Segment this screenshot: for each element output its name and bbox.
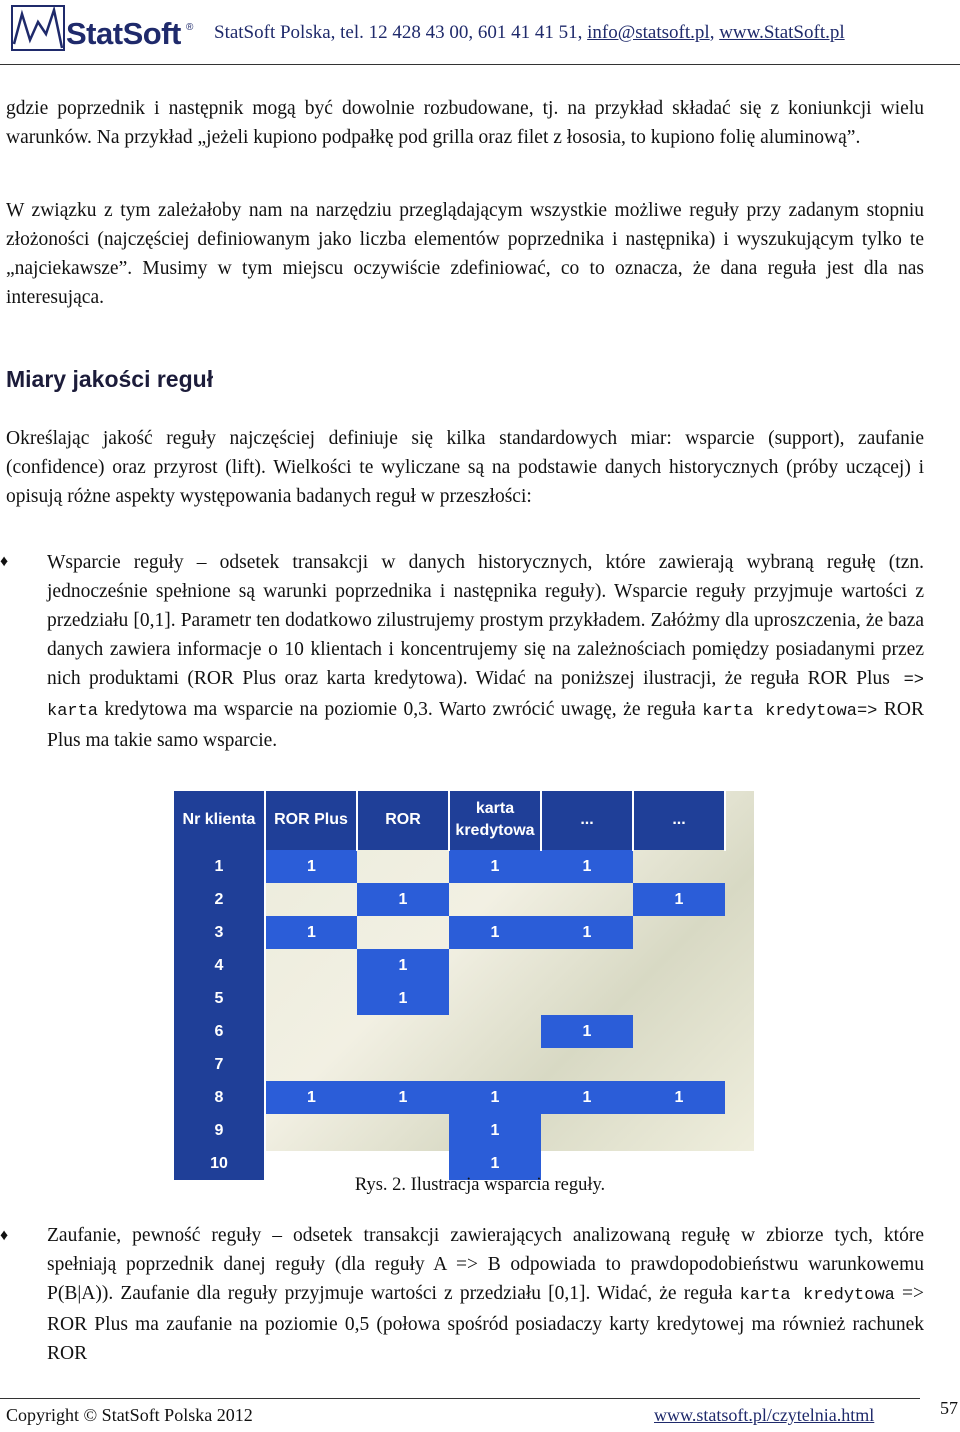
paragraph-2: W związku z tym zależałoby nam na narzędziu przeglądającym wszystkie możliwe reguły przy zadanym stopniu złożoności (najczęściej definiowanym jako liczba elementów poprzednika i następnika) i wyszukującym tylko te „najciekawsze”. Musimy w tym miejscu oczywiście zdefiniować, co to oznacza, że dana reguła jest dla nas interesująca.	[6, 200, 924, 308]
column-header: Nr klienta	[174, 791, 265, 850]
paragraph-3: Określając jakość reguły najczęściej definiuje się kilka standardowych miar: wsparcie (support), zaufanie (confidence) oraz przyrost (lift). Wielkości te wyliczane są na podstawie danych historycznych (próby uczącej) i opisują różne aspekty występowania badanych reguł w przeszłości:	[6, 428, 924, 507]
value-cell	[357, 1114, 449, 1147]
column-header: ROR Plus	[265, 791, 357, 850]
value-cell: 1	[357, 982, 449, 1015]
header-contact	[214, 22, 845, 44]
value-cell: 1	[541, 1081, 633, 1114]
value-cell: 1	[265, 850, 357, 883]
value-cell	[633, 1015, 725, 1048]
bullet-confidence-text-1: Zaufanie, pewność reguły – odsetek transakcji zawierających analizowaną regułę w zbiorze tych, które spełniają poprzednik danej reguły (dla reguły A => B odpowiada to prawdopodobieństwu warunkowemu P(B|A)). Zaufanie dla reguły przyjmuje wartości z przedziału [0,1]. Widać, że reguła	[47, 1225, 924, 1304]
value-cell	[449, 1015, 541, 1048]
header-contact-text: StatSoft Polska, tel. 12 428 43 00, 601 41 41 51,	[214, 22, 583, 43]
table-row	[174, 1015, 725, 1048]
value-cell: 1	[449, 1147, 541, 1180]
value-cell	[357, 850, 449, 883]
table-row	[174, 883, 725, 916]
column-header: ...	[633, 791, 725, 850]
value-cell	[541, 982, 633, 1015]
value-cell	[541, 1114, 633, 1147]
bullet-support-rule: => karta	[47, 671, 924, 721]
value-cell: 1	[449, 916, 541, 949]
bullet-support-text-1: Wsparcie reguły – odsetek transakcji w danych historycznych, które zawierają wybraną regułę (tzn. jednocześnie spełnione są warunki poprzednika i następnika reguły). Wsparcie reguły przyjmuje wartości z przedziału [0,1]. Parametr ten dodatkowo zilustrujemy prostym przykładem. Załóżmy dla uproszczenia, że baza danych zawiera informacje o 10 klientach i koncentrujemy się na zależnościach pomiędzy posiadanymi przez nich produktami (ROR Plus oraz karta kredytowa). Widać na poniższej ilustracji, że reguła ROR Plus	[47, 552, 924, 689]
table-row	[174, 1114, 725, 1147]
row-number-cell: 9	[174, 1114, 265, 1147]
page-number: 57	[940, 1398, 958, 1418]
row-number-cell: 7	[174, 1048, 265, 1081]
value-cell: 1	[265, 1081, 357, 1114]
bullet-support-rule-2: karta kredytowa=>	[702, 702, 878, 721]
row-number-cell: 8	[174, 1081, 265, 1114]
table-row	[174, 982, 725, 1015]
logo-text: StatSoft	[66, 16, 181, 51]
header-email-link[interactable]: info@statsoft.pl	[587, 22, 710, 43]
footer-link[interactable]: www.statsoft.pl/czytelnia.html	[654, 1405, 875, 1425]
row-number-cell: 3	[174, 916, 265, 949]
header-divider	[0, 64, 960, 65]
value-cell	[357, 1048, 449, 1081]
table-row	[174, 1048, 725, 1081]
page-header	[0, 0, 960, 64]
support-table-header	[174, 791, 725, 850]
value-cell: 1	[449, 850, 541, 883]
bullet-support-text-2: kredytowa ma wsparcie na poziomie 0,3. Warto zwrócić uwagę, że reguła	[98, 699, 703, 720]
value-cell: 1	[541, 850, 633, 883]
value-cell: 1	[357, 883, 449, 916]
logo-registered-mark: ®	[186, 22, 194, 33]
bullet-diamond-icon: ♦	[0, 553, 9, 570]
value-cell: 1	[633, 883, 725, 916]
value-cell	[541, 949, 633, 982]
header-separator: ,	[709, 22, 715, 43]
value-cell	[265, 1048, 357, 1081]
bullet-confidence-rule: karta kredytowa	[739, 1286, 895, 1305]
bullet-support-text-3: ROR Plus ma takie samo wsparcie.	[47, 699, 924, 751]
value-cell: 1	[541, 1015, 633, 1048]
value-cell: 1	[633, 1081, 725, 1114]
support-illustration	[174, 791, 754, 1172]
value-cell: 1	[541, 916, 633, 949]
value-cell	[633, 916, 725, 949]
column-header: karta kredytowa	[449, 791, 541, 850]
table-row	[174, 916, 725, 949]
value-cell	[449, 949, 541, 982]
column-header: ...	[541, 791, 633, 850]
header-website-link[interactable]: www.StatSoft.pl	[719, 22, 845, 43]
value-cell	[633, 982, 725, 1015]
value-cell: 1	[265, 916, 357, 949]
value-cell	[633, 850, 725, 883]
value-cell	[357, 916, 449, 949]
row-number-cell: 1	[174, 850, 265, 883]
support-table	[174, 791, 726, 1181]
footer-divider	[0, 1398, 920, 1399]
row-number-cell: 4	[174, 949, 265, 982]
figure-caption: Rys. 2. Ilustracja wsparcia reguły.	[354, 1175, 606, 1195]
value-cell	[633, 1048, 725, 1081]
bullet-confidence-text-2: => ROR Plus ma zaufanie na poziomie 0,5 (połowa spośród posiadaczy karty kredytowej ma również rachunek ROR	[47, 1283, 925, 1364]
column-header: ROR	[357, 791, 449, 850]
value-cell	[449, 982, 541, 1015]
value-cell	[449, 1048, 541, 1081]
value-cell	[357, 1015, 449, 1048]
table-row	[174, 949, 725, 982]
value-cell: 1	[449, 1081, 541, 1114]
value-cell	[265, 949, 357, 982]
value-cell	[265, 883, 357, 916]
table-row	[174, 1081, 725, 1114]
value-cell	[449, 883, 541, 916]
bullet-diamond-icon: ♦	[0, 1227, 9, 1244]
row-number-cell: 10	[174, 1147, 265, 1180]
footer-copyright: Copyright © StatSoft Polska 2012	[6, 1405, 253, 1425]
paragraph-1: gdzie poprzednik i następnik mogą być dowolnie rozbudowane, tj. na przykład składać się z koniunkcji wielu warunków. Na przykład „jeżeli kupiono podpałkę pod grilla oraz filet z łososia, to kupiono folię aluminową”.	[6, 98, 924, 148]
value-cell	[265, 1015, 357, 1048]
value-cell	[265, 1114, 357, 1147]
bullet-support	[47, 548, 924, 755]
value-cell	[541, 883, 633, 916]
value-cell: 1	[357, 949, 449, 982]
value-cell	[541, 1048, 633, 1081]
value-cell: 1	[449, 1114, 541, 1147]
value-cell: 1	[357, 1081, 449, 1114]
section-heading: Miary jakości reguł	[6, 366, 214, 392]
row-number-cell: 5	[174, 982, 265, 1015]
table-row	[174, 850, 725, 883]
row-number-cell: 6	[174, 1015, 265, 1048]
row-number-cell: 2	[174, 883, 265, 916]
bullet-confidence	[47, 1221, 924, 1368]
value-cell	[265, 982, 357, 1015]
value-cell	[633, 949, 725, 982]
value-cell	[633, 1114, 725, 1147]
